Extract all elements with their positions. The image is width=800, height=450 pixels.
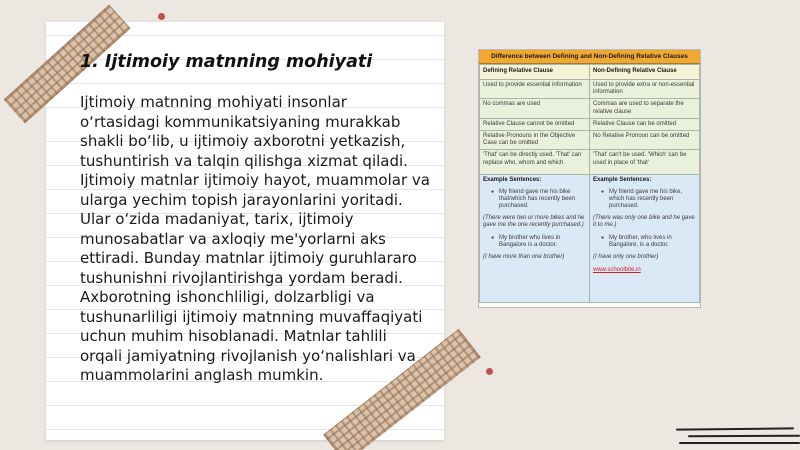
example-note: (I have more than one brother): [483, 254, 565, 261]
example-sentence: ● My friend gave me his bike that/which has recently been purchased.: [491, 189, 586, 211]
table-row: [480, 80, 700, 99]
example-note: (There was only one bike and he gave it to me.): [593, 215, 695, 229]
pin-top-icon: [158, 13, 165, 20]
examples-row: [480, 175, 700, 303]
decorative-line: [679, 442, 800, 444]
slide-body-text: Ijtimoiy matnning mohiyati insonlar o‘rtasidagi kommunikatsiyaning murakkab shakli bo‘lib, u ijtimoiy axborotni yetkazish, tushuntirish va talqin qilishga xizmat qiladi. Ijtimoiy matnlar ijtimoiy hayot, muammolar va ularga yechim topish jarayonlarini yoritadi. Ular o‘zida madaniyat, tarix, ijtimoiy munosabatlar va axloqiy me'yorlarni aks ettiradi. Bunday matnlar ijtimoiy guruhlararo tushunishni rivojlantirishga yordam beradi. Axborotning ishonchliligi, dolzarbligi va tushunarliligi ijtimoiy matnning muvaffaqiyati uchun muhim hisoblanadi. Matnlar tahlili orqali jamiyatning rivojlanish yo‘nalishlari va muammolarini anglash mumkin.: [80, 93, 430, 384]
table-cell: No Relative Pronoun can be omitted: [590, 131, 700, 150]
example-sentence: ● My brother who lives in Bangalore is a doctor.: [491, 235, 586, 249]
header-non-defining: Non-Defining Relative Clause: [590, 65, 700, 80]
table-cell: Used to provide extra or non-essential information: [590, 80, 700, 99]
table-row: [480, 150, 700, 175]
table-cell: Used to provide essential information: [480, 80, 590, 99]
example-sentence: ● My brother, who lives in Bangalore, is a doctor.: [601, 235, 696, 249]
header-defining: Defining Relative Clause: [480, 65, 590, 80]
slide-title: 1. Ijtimoiy matnning mohiyati: [80, 52, 373, 72]
comparison-table: [479, 64, 700, 303]
example-note: (There were two or more bikes and he gave me the one recently purchased.): [483, 215, 585, 229]
table-cell: No commas are used: [480, 99, 590, 118]
table-header-row: [480, 65, 700, 80]
relative-clauses-figure: [478, 49, 701, 308]
table-cell: Commas are used to separate the relative clause: [590, 99, 700, 118]
table-row: [480, 131, 700, 150]
table-cell: Relative Pronouns in the Objective Case can be omitted: [480, 131, 590, 150]
examples-defining: [480, 175, 590, 303]
examples-heading: Example Sentences:: [593, 177, 652, 184]
example-note: (I have only one brother): [593, 254, 659, 261]
decorative-line: [688, 435, 800, 438]
pin-bottom-icon: [486, 368, 493, 375]
table-cell: 'That' can't be used. 'Which' can be used in place of 'that': [590, 150, 700, 175]
example-sentence: ● My friend gave me his bike, which has recently been purchased.: [601, 189, 696, 211]
examples-non-defining: [590, 175, 700, 303]
figure-title: Difference between Defining and Non-Defining Relative Clauses: [479, 50, 700, 64]
table-row: [480, 99, 700, 118]
table-cell: Relative Clause cannot be omitted: [480, 118, 590, 130]
decorative-line: [676, 427, 794, 430]
table-cell: 'That' can be directly used. 'That' can replace who, whom and which: [480, 150, 590, 175]
table-cell: Relative Clause can be omitted: [590, 118, 700, 130]
source-link[interactable]: www.schoolbite.in: [593, 267, 641, 274]
examples-heading: Example Sentences:: [483, 177, 542, 184]
table-row: [480, 118, 700, 130]
